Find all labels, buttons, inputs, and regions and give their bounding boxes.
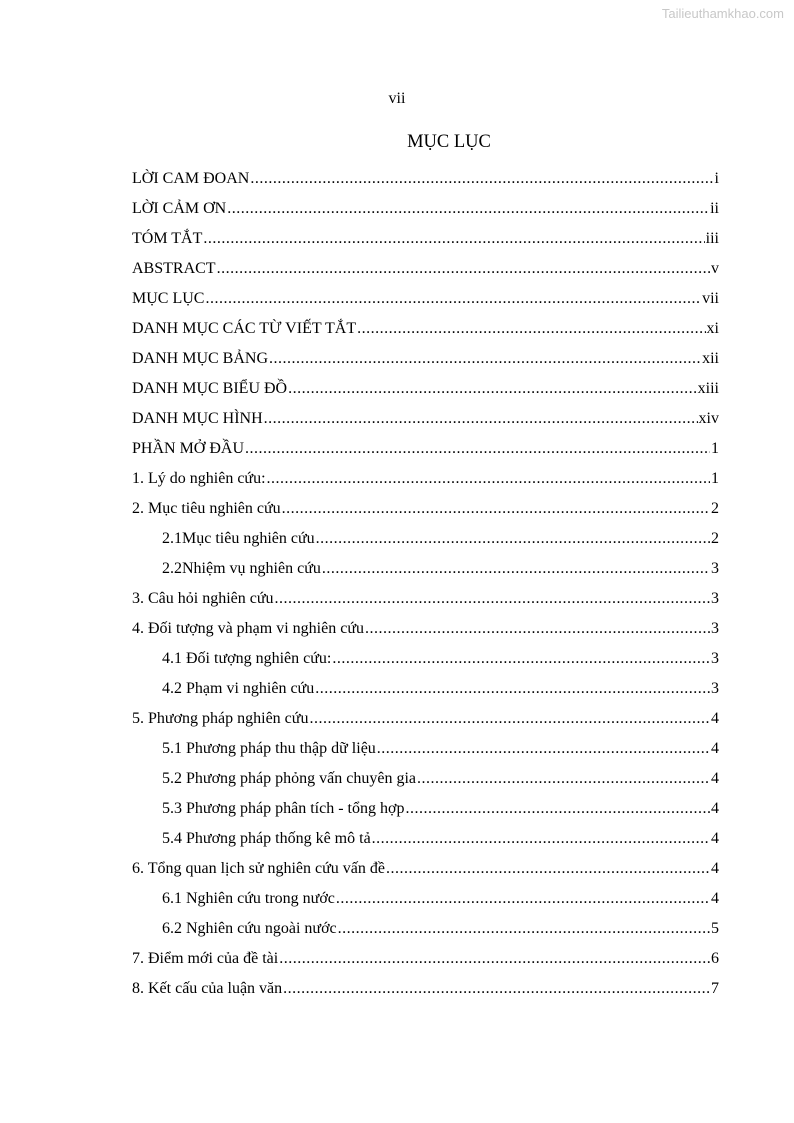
dot-leader bbox=[205, 290, 701, 308]
toc-entry[interactable] bbox=[132, 704, 719, 734]
toc-entry-label: LỜI CAM ĐOAN bbox=[132, 170, 250, 187]
toc-entry-page: 4 bbox=[711, 890, 719, 907]
toc-entry[interactable] bbox=[132, 764, 719, 794]
dot-leader bbox=[267, 470, 710, 488]
toc-entry-page: i bbox=[714, 170, 719, 187]
dot-leader bbox=[357, 320, 705, 338]
dot-leader bbox=[377, 740, 710, 758]
toc-entry-label: TÓM TẮT bbox=[132, 230, 203, 247]
toc-entry[interactable] bbox=[132, 824, 719, 854]
dot-leader bbox=[316, 530, 710, 548]
toc-entry[interactable] bbox=[132, 554, 719, 584]
toc-entry-label: 5.1 Phương pháp thu thập dữ liệu bbox=[162, 740, 376, 757]
toc-entry-label: DANH MỤC CÁC TỪ VIẾT TẮT bbox=[132, 320, 357, 337]
toc-entry[interactable] bbox=[132, 224, 719, 254]
toc-entry[interactable] bbox=[132, 944, 719, 974]
dot-leader bbox=[417, 770, 710, 788]
toc-entry[interactable] bbox=[132, 884, 719, 914]
toc-entry-page: 5 bbox=[711, 920, 719, 937]
toc-entry-label: 6.2 Nghiên cứu ngoài nước bbox=[162, 920, 337, 937]
toc-entry[interactable] bbox=[132, 434, 719, 464]
toc-entry[interactable] bbox=[132, 254, 719, 284]
toc-entry-label: ABSTRACT bbox=[132, 260, 216, 277]
toc-entry-label: 2. Mục tiêu nghiên cứu bbox=[132, 500, 281, 517]
dot-leader bbox=[288, 380, 697, 398]
dot-leader bbox=[332, 650, 710, 668]
toc-entry-page: vii bbox=[702, 290, 719, 307]
toc-entry-label: 4.1 Đối tượng nghiên cứu: bbox=[162, 650, 332, 667]
toc-entry-label: 2.2Nhiệm vụ nghiên cứu bbox=[162, 560, 321, 577]
toc-entry-label: 5.2 Phương pháp phỏng vấn chuyên gia bbox=[162, 770, 416, 787]
toc-entry[interactable] bbox=[132, 164, 719, 194]
toc-entry[interactable] bbox=[132, 284, 719, 314]
page-title: MỤC LỤC bbox=[407, 132, 491, 152]
dot-leader bbox=[217, 260, 710, 278]
toc-entry-page: 1 bbox=[711, 440, 719, 457]
toc-entry[interactable] bbox=[132, 344, 719, 374]
toc-entry-page: 4 bbox=[711, 710, 719, 727]
toc-entry-page: 4 bbox=[711, 860, 719, 877]
toc-entry-page: 3 bbox=[711, 590, 719, 607]
dot-leader bbox=[315, 680, 710, 698]
toc-entry-page: 4 bbox=[711, 800, 719, 817]
toc-entry[interactable] bbox=[132, 644, 719, 674]
page-number: vii bbox=[388, 90, 406, 107]
dot-leader bbox=[336, 890, 710, 908]
toc-entry[interactable] bbox=[132, 374, 719, 404]
toc-entry[interactable] bbox=[132, 854, 719, 884]
toc-entry-label: MỤC LỤC bbox=[132, 290, 205, 307]
toc-entry[interactable] bbox=[132, 974, 719, 1004]
toc-entry-label: 5.3 Phương pháp phân tích - tổng hợp bbox=[162, 800, 405, 817]
toc-entry-label: PHẦN MỞ ĐẦU bbox=[132, 440, 245, 457]
toc-entry[interactable] bbox=[132, 524, 719, 554]
toc-entry-label: DANH MỤC BIỂU ĐỒ bbox=[132, 380, 288, 397]
toc-entry-page: 6 bbox=[711, 950, 719, 967]
toc-entry-page: 3 bbox=[711, 560, 719, 577]
toc-entry-page: 2 bbox=[711, 500, 719, 517]
toc-entry[interactable] bbox=[132, 614, 719, 644]
toc-entry[interactable] bbox=[132, 464, 719, 494]
toc-entry[interactable] bbox=[132, 794, 719, 824]
toc-entry-page: xi bbox=[706, 320, 719, 337]
toc-entry-page: 3 bbox=[711, 620, 719, 637]
dot-leader bbox=[227, 200, 709, 218]
toc-entry-label: DANH MỤC BẢNG bbox=[132, 350, 269, 367]
toc-entry[interactable] bbox=[132, 404, 719, 434]
toc-entry[interactable] bbox=[132, 584, 719, 614]
toc-entry-label: 4.2 Phạm vi nghiên cứu bbox=[162, 680, 315, 697]
toc-entry-page: 1 bbox=[711, 470, 719, 487]
dot-leader bbox=[269, 350, 701, 368]
toc-entry-label: 5. Phương pháp nghiên cứu bbox=[132, 710, 309, 727]
toc-entry[interactable] bbox=[132, 494, 719, 524]
toc-entry-page: xiv bbox=[698, 410, 719, 427]
toc-entry-label: 6.1 Nghiên cứu trong nước bbox=[162, 890, 335, 907]
toc-entry-page: 3 bbox=[711, 680, 719, 697]
dot-leader bbox=[245, 440, 710, 458]
dot-leader bbox=[282, 500, 710, 518]
table-of-contents bbox=[132, 164, 719, 1004]
dot-leader bbox=[338, 920, 710, 938]
dot-leader bbox=[279, 950, 710, 968]
toc-entry[interactable] bbox=[132, 194, 719, 224]
toc-entry[interactable] bbox=[132, 314, 719, 344]
toc-entry-label: 3. Câu hỏi nghiên cứu bbox=[132, 590, 274, 607]
dot-leader bbox=[264, 410, 698, 428]
dot-leader bbox=[322, 560, 710, 578]
toc-entry[interactable] bbox=[132, 734, 719, 764]
toc-entry-label: DANH MỤC HÌNH bbox=[132, 410, 263, 427]
toc-entry-label: 6. Tổng quan lịch sử nghiên cứu vấn đề bbox=[132, 860, 385, 877]
toc-entry-label: 5.4 Phương pháp thống kê mô tả bbox=[162, 830, 371, 847]
toc-entry-page: 4 bbox=[711, 740, 719, 757]
dot-leader bbox=[283, 980, 710, 998]
toc-entry-page: xii bbox=[702, 350, 719, 367]
toc-entry-page: 4 bbox=[711, 770, 719, 787]
toc-entry-label: 7. Điểm mới của đề tài bbox=[132, 950, 279, 967]
toc-entry-page: xiii bbox=[697, 380, 719, 397]
toc-entry[interactable] bbox=[132, 914, 719, 944]
dot-leader bbox=[365, 620, 710, 638]
dot-leader bbox=[309, 710, 710, 728]
dot-leader bbox=[203, 230, 704, 248]
toc-entry-page: iii bbox=[705, 230, 719, 247]
dot-leader bbox=[372, 830, 710, 848]
toc-entry-label: 2.1Mục tiêu nghiên cứu bbox=[162, 530, 315, 547]
dot-leader bbox=[405, 800, 710, 818]
dot-leader bbox=[386, 860, 710, 878]
toc-entry-page: ii bbox=[710, 200, 719, 217]
toc-entry-label: LỜI CẢM ƠN bbox=[132, 200, 227, 217]
toc-entry-page: 7 bbox=[711, 980, 719, 997]
toc-entry-label: 8. Kết cấu của luận văn bbox=[132, 980, 283, 997]
toc-entry-label: 4. Đối tượng và phạm vi nghiên cứu bbox=[132, 620, 364, 637]
toc-entry[interactable] bbox=[132, 674, 719, 704]
toc-entry-page: 3 bbox=[711, 650, 719, 667]
dot-leader bbox=[250, 170, 713, 188]
dot-leader bbox=[275, 590, 710, 608]
toc-entry-page: 4 bbox=[711, 830, 719, 847]
toc-entry-page: v bbox=[711, 260, 719, 277]
toc-entry-page: 2 bbox=[711, 530, 719, 547]
watermark: Tailieuthamkhao.com bbox=[661, 6, 784, 21]
toc-entry-label: 1. Lý do nghiên cứu: bbox=[132, 470, 266, 487]
